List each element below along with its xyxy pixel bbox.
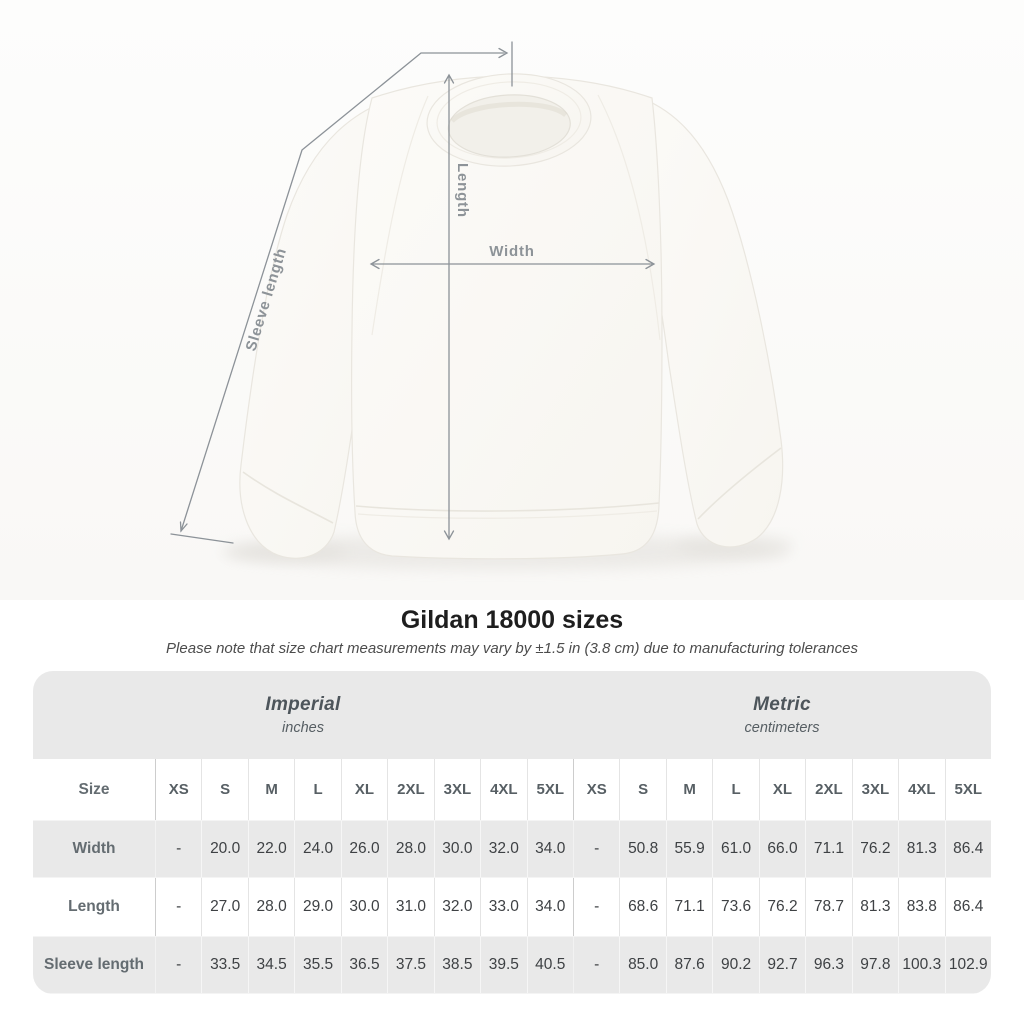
row-label-width: Width (72, 840, 116, 857)
col-header-imperial-2xl: 2XL (387, 759, 433, 820)
value-cell: - (155, 937, 201, 993)
value-cell: - (573, 937, 619, 993)
row-label-length: Length (68, 898, 120, 915)
size-row-sleeve-length (33, 936, 991, 994)
col-header-metric-xs: XS (573, 759, 619, 820)
page-title: Gildan 18000 sizes (400, 606, 624, 634)
value-cell: 30.0 (341, 878, 387, 936)
col-header-metric-2xl: 2XL (805, 759, 851, 820)
unit-sub-imperial: inches (282, 720, 324, 736)
value-cell: 27.0 (201, 878, 247, 936)
value-cell: 86.4 (945, 878, 991, 936)
col-header-metric-3xl: 3XL (852, 759, 898, 820)
size-row-width (33, 820, 991, 878)
value-cell: - (573, 878, 619, 936)
heading-block (0, 606, 1024, 659)
width-dimension-label: Width (489, 243, 535, 260)
col-header-imperial-4xl: 4XL (480, 759, 526, 820)
col-header-metric-4xl: 4XL (898, 759, 944, 820)
col-header-imperial-m: M (248, 759, 294, 820)
value-cell: 100.3 (898, 937, 944, 993)
value-cell: 28.0 (387, 821, 433, 877)
value-cell: - (573, 821, 619, 877)
tolerance-note: Please note that size chart measurements may vary by ±1.5 in (3.8 cm) due to manufacturing tolerances (166, 640, 858, 657)
value-cell: 85.0 (619, 937, 665, 993)
value-cell: 102.9 (945, 937, 991, 993)
unit-group-metric (573, 671, 991, 759)
value-cell: 81.3 (852, 878, 898, 936)
value-cell: 50.8 (619, 821, 665, 877)
col-header-imperial-3xl: 3XL (434, 759, 480, 820)
col-header-imperial-l: L (294, 759, 340, 820)
col-header-metric-xl: XL (759, 759, 805, 820)
value-cell: 73.6 (712, 878, 758, 936)
value-cell: 34.5 (248, 937, 294, 993)
value-cell: 20.0 (201, 821, 247, 877)
value-cell: 87.6 (666, 937, 712, 993)
value-cell: 92.7 (759, 937, 805, 993)
unit-name-metric: Metric (753, 694, 811, 715)
col-header-metric-l: L (712, 759, 758, 820)
unit-header-row (33, 671, 991, 759)
value-cell: 66.0 (759, 821, 805, 877)
value-cell: 36.5 (341, 937, 387, 993)
value-cell: 33.0 (480, 878, 526, 936)
value-cell: 96.3 (805, 937, 851, 993)
sleeve-length-dimension-label: Sleeve length (242, 245, 291, 354)
length-dimension-label: Length (454, 163, 471, 218)
value-cell: 28.0 (248, 878, 294, 936)
value-cell: 22.0 (248, 821, 294, 877)
size-row-length (33, 878, 991, 936)
value-cell: 38.5 (434, 937, 480, 993)
value-cell: 29.0 (294, 878, 340, 936)
value-cell: 35.5 (294, 937, 340, 993)
value-cell: 32.0 (480, 821, 526, 877)
row-label-sleeve-length: Sleeve length (44, 956, 144, 973)
value-cell: 24.0 (294, 821, 340, 877)
col-header-metric-m: M (666, 759, 712, 820)
value-cell: - (155, 821, 201, 877)
value-cell: - (155, 878, 201, 936)
value-cell: 33.5 (201, 937, 247, 993)
value-cell: 32.0 (434, 878, 480, 936)
size-table (33, 671, 991, 994)
value-cell: 55.9 (666, 821, 712, 877)
value-cell: 86.4 (945, 821, 991, 877)
col-header-imperial-xl: XL (341, 759, 387, 820)
value-cell: 61.0 (712, 821, 758, 877)
unit-sub-metric: centimeters (744, 720, 820, 736)
value-cell: 76.2 (852, 821, 898, 877)
size-column-header: Size (78, 780, 110, 798)
value-cell: 30.0 (434, 821, 480, 877)
value-cell: 37.5 (387, 937, 433, 993)
value-cell: 31.0 (387, 878, 433, 936)
value-cell: 71.1 (666, 878, 712, 936)
value-cell: 40.5 (527, 937, 573, 993)
value-cell: 97.8 (852, 937, 898, 993)
col-header-imperial-xs: XS (155, 759, 201, 820)
value-cell: 26.0 (341, 821, 387, 877)
col-header-imperial-5xl: 5XL (527, 759, 573, 820)
size-header-row (33, 759, 991, 820)
unit-group-imperial (33, 671, 573, 759)
value-cell: 34.0 (527, 821, 573, 877)
value-cell: 34.0 (527, 878, 573, 936)
col-header-metric-s: S (619, 759, 665, 820)
value-cell: 78.7 (805, 878, 851, 936)
unit-name-imperial: Imperial (265, 694, 341, 715)
value-cell: 83.8 (898, 878, 944, 936)
value-cell: 81.3 (898, 821, 944, 877)
value-cell: 76.2 (759, 878, 805, 936)
col-header-imperial-s: S (201, 759, 247, 820)
value-cell: 90.2 (712, 937, 758, 993)
col-header-metric-5xl: 5XL (945, 759, 991, 820)
value-cell: 39.5 (480, 937, 526, 993)
value-cell: 68.6 (619, 878, 665, 936)
value-cell: 71.1 (805, 821, 851, 877)
